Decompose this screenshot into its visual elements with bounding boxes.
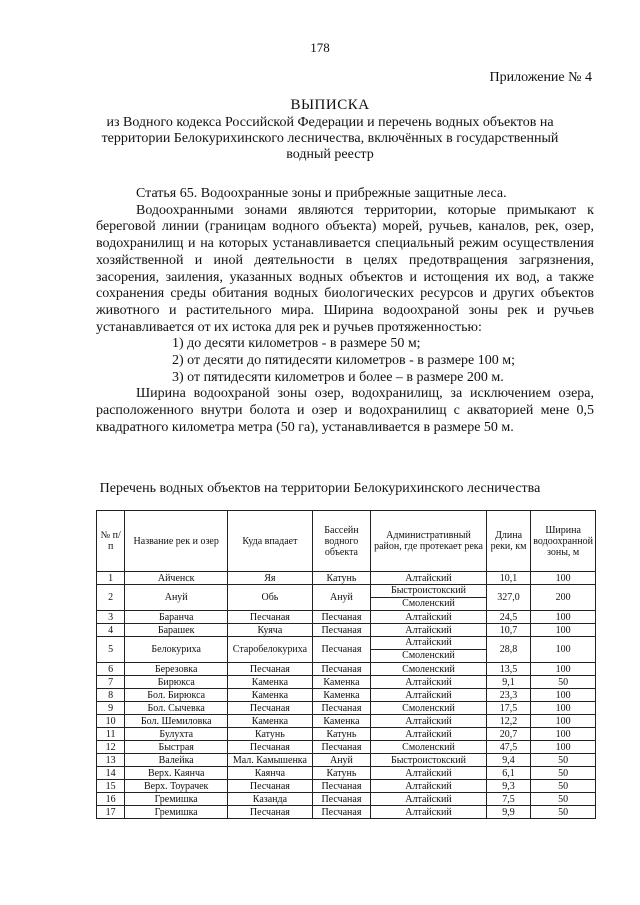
cell-name: Березовка — [125, 663, 228, 676]
subtitle-line: водный реестр — [286, 147, 374, 162]
cell-name: Баранча — [125, 611, 228, 624]
cell-name: Бирюкса — [125, 676, 228, 689]
cell-width: 50 — [531, 767, 596, 780]
cell-name: Бол. Шемиловка — [125, 715, 228, 728]
table-row — [97, 715, 596, 728]
table-row — [97, 728, 596, 741]
title-block — [60, 97, 600, 163]
cell-length: 9,4 — [486, 754, 530, 767]
cell-into: Мал. Камышенка — [228, 754, 313, 767]
district-name: Алтайский — [405, 637, 452, 648]
cell-width: 100 — [531, 624, 596, 637]
cell-name: Валейка — [125, 754, 228, 767]
table-row — [97, 793, 596, 806]
cell-length: 47,5 — [486, 741, 530, 754]
cell-into: Казанда — [228, 793, 313, 806]
article-heading: Статья 65. Водоохранные зоны и прибрежные защитные леса. — [136, 186, 507, 201]
district-name: Алтайский — [405, 689, 452, 701]
cell-num: 9 — [97, 702, 125, 715]
cell-length: 9,9 — [486, 806, 530, 819]
cell-into: Катунь — [228, 728, 313, 741]
district-name: Смоленский — [371, 649, 486, 662]
header-num: № п/п — [97, 511, 125, 572]
cell-basin: Песчаная — [312, 663, 370, 676]
cell-name: Верх. Тоурачек — [125, 780, 228, 793]
cell-name: Айченск — [125, 572, 228, 585]
cell-into: Обь — [228, 585, 313, 611]
cell-name: Бол. Сычевка — [125, 702, 228, 715]
cell-district — [371, 676, 487, 689]
cell-width: 100 — [531, 741, 596, 754]
cell-into: Песчаная — [228, 806, 313, 819]
cell-district — [371, 611, 487, 624]
cell-district — [371, 780, 487, 793]
cell-length: 10,7 — [486, 624, 530, 637]
cell-basin: Ануй — [312, 585, 370, 611]
cell-district — [371, 702, 487, 715]
cell-length: 9,3 — [486, 780, 530, 793]
cell-length: 13,5 — [486, 663, 530, 676]
cell-name: Булухта — [125, 728, 228, 741]
cell-into: Каянча — [228, 767, 313, 780]
page-number: 178 — [310, 40, 330, 55]
subtitle-line: территории Белокурихинского лесничества, включённых в государственный — [101, 131, 559, 146]
article-text — [96, 186, 594, 437]
cell-basin: Песчаная — [312, 611, 370, 624]
cell-basin: Песчаная — [312, 702, 370, 715]
cell-basin: Каменка — [312, 676, 370, 689]
cell-width: 100 — [531, 702, 596, 715]
cell-district — [371, 715, 487, 728]
cell-district — [371, 663, 487, 676]
cell-length: 24,5 — [486, 611, 530, 624]
cell-length: 20,7 — [486, 728, 530, 741]
cell-name: Белокуриха — [125, 637, 228, 663]
cell-length: 10,1 — [486, 572, 530, 585]
water-objects-table — [96, 510, 596, 819]
cell-width: 100 — [531, 728, 596, 741]
cell-basin: Катунь — [312, 728, 370, 741]
cell-district — [371, 689, 487, 702]
table-caption: Перечень водных объектов на территории Белокурихинского лесничества — [99, 481, 541, 496]
cell-width: 50 — [531, 793, 596, 806]
district-name: Алтайский — [405, 728, 452, 740]
cell-district — [371, 806, 487, 819]
cell-name: Верх. Каянча — [125, 767, 228, 780]
table-row — [97, 767, 596, 780]
district-name: Алтайский — [405, 780, 452, 792]
cell-district — [371, 767, 487, 780]
cell-num: 7 — [97, 676, 125, 689]
cell-basin: Катунь — [312, 767, 370, 780]
cell-district — [371, 793, 487, 806]
cell-num: 14 — [97, 767, 125, 780]
cell-into: Каменка — [228, 676, 313, 689]
cell-num: 16 — [97, 793, 125, 806]
cell-basin: Песчаная — [312, 806, 370, 819]
district-name: Смоленский — [371, 597, 486, 610]
district-name: Алтайский — [405, 806, 452, 818]
cell-num: 4 — [97, 624, 125, 637]
table-row — [97, 689, 596, 702]
cell-num: 11 — [97, 728, 125, 741]
cell-name: Ануй — [125, 585, 228, 611]
cell-num: 13 — [97, 754, 125, 767]
district-name: Алтайский — [405, 767, 452, 779]
document-title: ВЫПИСКА — [290, 97, 370, 113]
cell-num: 5 — [97, 637, 125, 663]
subtitle-line: из Водного кодекса Российской Федерации и перечень водных объектов на — [106, 115, 554, 130]
district-name: Алтайский — [405, 572, 452, 584]
header-name: Название рек и озер — [125, 511, 228, 572]
district-name: Быстроистокский — [390, 754, 466, 766]
cell-width: 100 — [531, 572, 596, 585]
cell-into: Куяча — [228, 624, 313, 637]
cell-into: Песчаная — [228, 611, 313, 624]
appendix-label: Приложение № 4 — [489, 70, 592, 85]
cell-basin: Катунь — [312, 572, 370, 585]
cell-width: 50 — [531, 676, 596, 689]
table-row — [97, 637, 596, 663]
paragraph: Ширина водоохраной зоны озер, водохранилищ, за исключением озера, расположенного внутри болота и озер и водохранилищ с акваторией мене 0,5 квадратного километра метра (50 га), устанавливается в размере 50 м. — [96, 386, 594, 435]
cell-basin: Песчаная — [312, 793, 370, 806]
list-item: 2) от десяти до пятидесяти километров - в размере 100 м; — [172, 353, 515, 369]
cell-basin: Песчаная — [312, 637, 370, 663]
cell-name: Бол. Бирюкса — [125, 689, 228, 702]
table-row — [97, 676, 596, 689]
cell-into: Каменка — [228, 715, 313, 728]
table-row — [97, 663, 596, 676]
header-basin: Бассейн водного объекта — [312, 511, 370, 572]
cell-into: Старобелокуриха — [228, 637, 313, 663]
table-row — [97, 572, 596, 585]
cell-into: Каменка — [228, 689, 313, 702]
paragraph: Водоохранными зонами являются территории, которые примыкают к береговой линии (границам водного объекта) морей, ручьев, каналов, рек, озер, водохранилищ и на которых устанавливается специальный режим осуществления хозяйственной и иной деятельности в целях предотвращения загрязнения, засорения, заиления, указанных водных объектов и истощения их вод, а также сохранения среды обитания водных биологических ресурсов и других объектов животного и растительного мира. Ширина водоохраной зоны рек и ручьев устанавливается от их истока для рек и ручьев протяженностью: — [96, 202, 594, 335]
cell-length: 9,1 — [486, 676, 530, 689]
cell-width: 100 — [531, 611, 596, 624]
cell-width: 100 — [531, 689, 596, 702]
cell-name: Барашек — [125, 624, 228, 637]
header-district: Административный район, где протекает река — [371, 511, 487, 572]
cell-basin: Каменка — [312, 715, 370, 728]
cell-into: Яя — [228, 572, 313, 585]
district-name: Смоленский — [402, 663, 455, 675]
cell-basin: Каменка — [312, 689, 370, 702]
cell-district — [371, 728, 487, 741]
cell-into: Песчаная — [228, 663, 313, 676]
district-name: Быстроистокский — [390, 585, 466, 596]
district-name: Смоленский — [402, 702, 455, 714]
cell-width: 100 — [531, 637, 596, 663]
cell-district — [371, 741, 487, 754]
cell-name: Гремишка — [125, 806, 228, 819]
table-row — [97, 754, 596, 767]
cell-district — [371, 637, 487, 663]
table-header-row — [97, 511, 596, 572]
table-row — [97, 585, 596, 611]
list-item: 3) от пятидесяти километров и более – в размере 200 м. — [172, 369, 504, 385]
cell-width: 50 — [531, 780, 596, 793]
table-row — [97, 806, 596, 819]
cell-width: 200 — [531, 585, 596, 611]
header-length: Длина реки, км — [486, 511, 530, 572]
table-body — [97, 572, 596, 819]
table-row — [97, 611, 596, 624]
cell-width: 50 — [531, 754, 596, 767]
cell-num: 15 — [97, 780, 125, 793]
cell-num: 8 — [97, 689, 125, 702]
cell-into: Песчаная — [228, 741, 313, 754]
cell-district — [371, 754, 487, 767]
district-name: Алтайский — [405, 611, 452, 623]
district-name: Смоленский — [402, 741, 455, 753]
cell-length: 12,2 — [486, 715, 530, 728]
table-row — [97, 741, 596, 754]
cell-num: 6 — [97, 663, 125, 676]
cell-num: 10 — [97, 715, 125, 728]
district-name: Алтайский — [405, 676, 452, 688]
cell-length: 23,3 — [486, 689, 530, 702]
list-item: 1) до десяти километров - в размере 50 м; — [172, 336, 421, 352]
cell-district — [371, 624, 487, 637]
table-row — [97, 780, 596, 793]
cell-num: 2 — [97, 585, 125, 611]
cell-num: 1 — [97, 572, 125, 585]
cell-name: Гремишка — [125, 793, 228, 806]
cell-length: 28,8 — [486, 637, 530, 663]
cell-basin: Песчаная — [312, 780, 370, 793]
district-name: Алтайский — [405, 624, 452, 636]
cell-num: 12 — [97, 741, 125, 754]
cell-width: 50 — [531, 806, 596, 819]
cell-num: 17 — [97, 806, 125, 819]
cell-length: 6,1 — [486, 767, 530, 780]
cell-width: 100 — [531, 663, 596, 676]
table-row — [97, 624, 596, 637]
table-row — [97, 702, 596, 715]
cell-into: Песчаная — [228, 780, 313, 793]
cell-district — [371, 585, 487, 611]
cell-width: 100 — [531, 715, 596, 728]
cell-length: 17,5 — [486, 702, 530, 715]
cell-basin: Песчаная — [312, 624, 370, 637]
cell-district — [371, 572, 487, 585]
header-width: Ширина водоохранной зоны, м — [531, 511, 596, 572]
cell-basin: Ануй — [312, 754, 370, 767]
district-name: Алтайский — [405, 793, 452, 805]
cell-num: 3 — [97, 611, 125, 624]
header-into: Куда впадает — [228, 511, 313, 572]
cell-name: Быстрая — [125, 741, 228, 754]
cell-length: 7,5 — [486, 793, 530, 806]
cell-into: Песчаная — [228, 702, 313, 715]
cell-basin: Песчаная — [312, 741, 370, 754]
district-name: Алтайский — [405, 715, 452, 727]
cell-length: 327,0 — [486, 585, 530, 611]
